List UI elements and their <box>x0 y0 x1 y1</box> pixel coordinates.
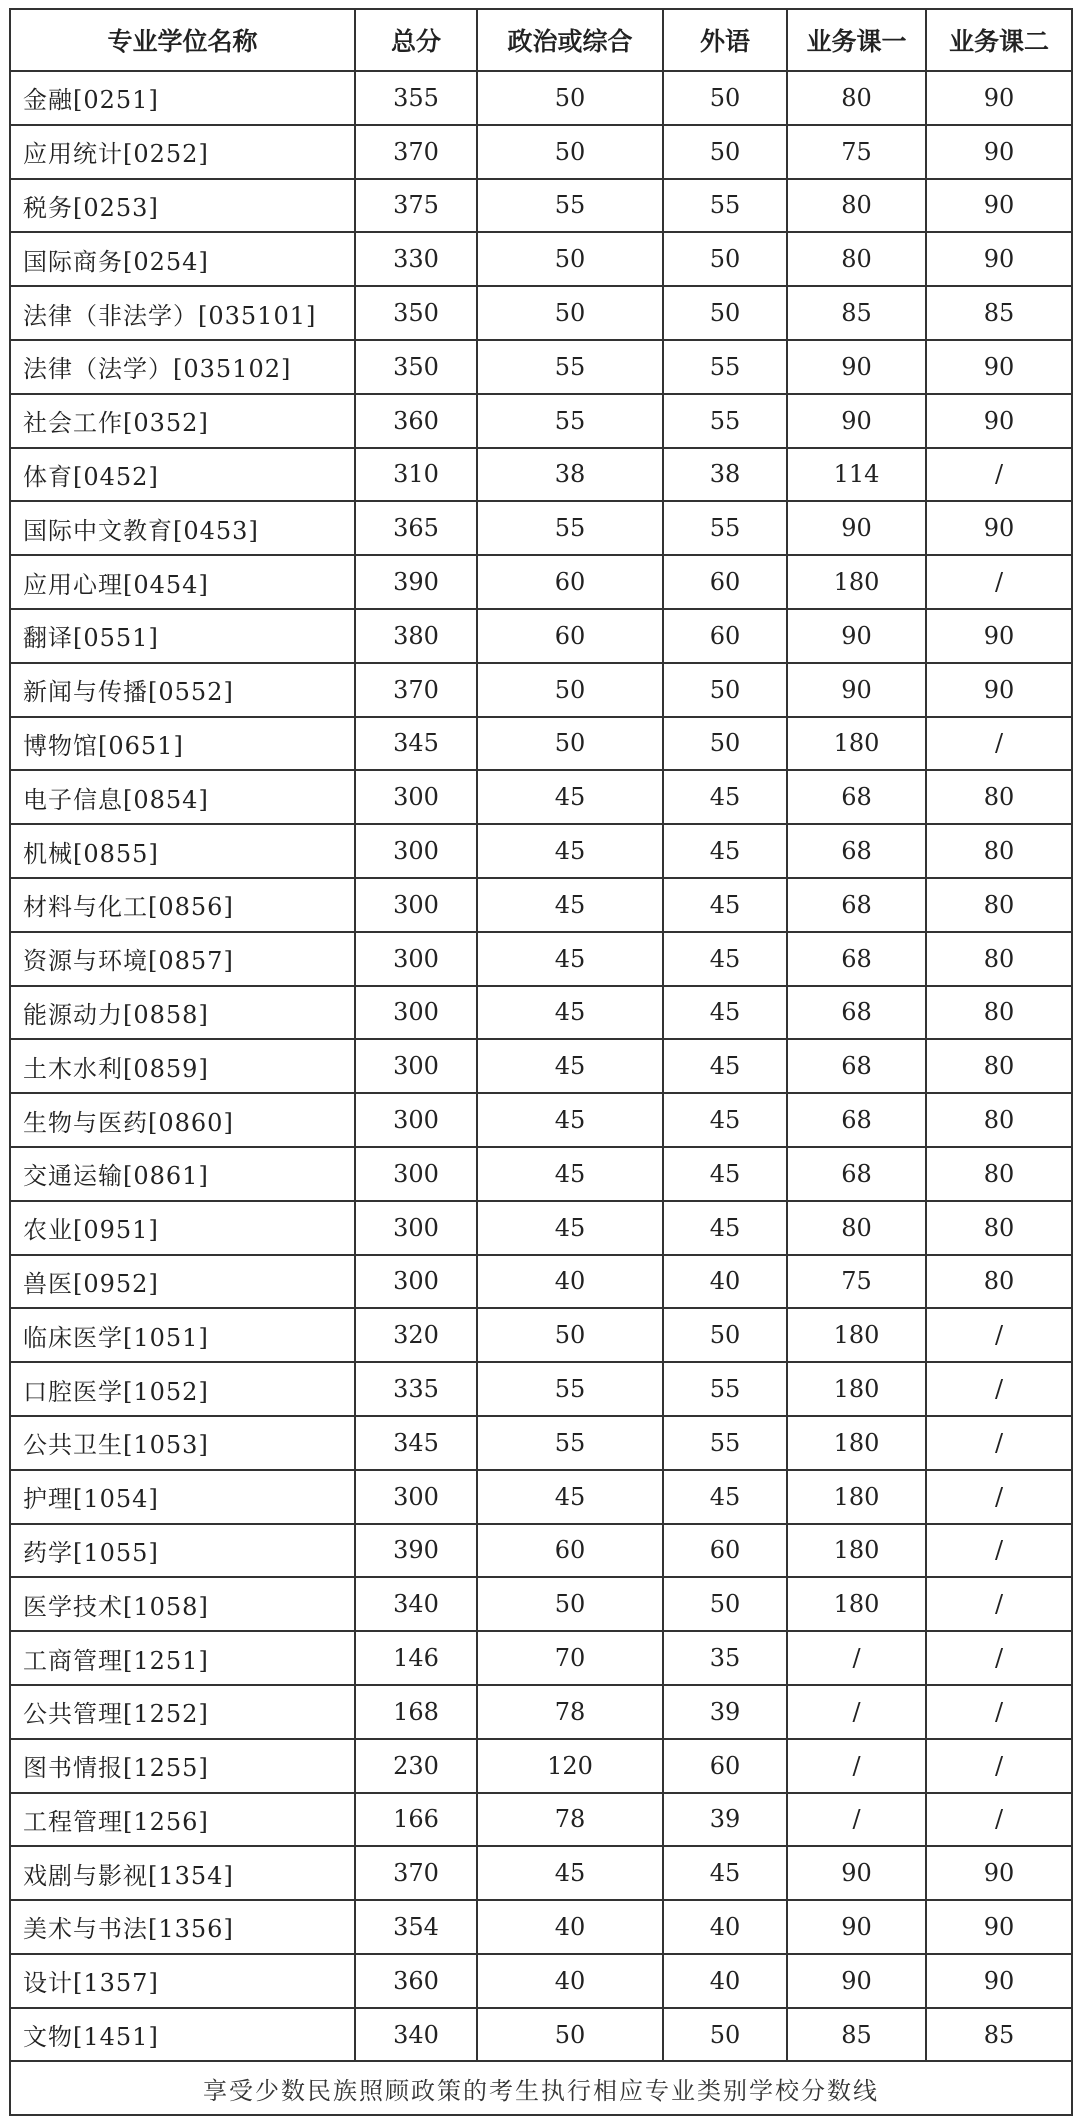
course-two-cell: 80 <box>926 878 1072 932</box>
total-cell: 365 <box>355 501 477 555</box>
politics-cell: 40 <box>477 1954 663 2008</box>
politics-cell: 50 <box>477 1308 663 1362</box>
politics-cell: 78 <box>477 1793 663 1847</box>
total-cell: 300 <box>355 1470 477 1524</box>
major-name-cell: 工程管理[1256] <box>10 1793 355 1847</box>
course-one-cell: 75 <box>787 1255 926 1309</box>
header-course-two: 业务课二 <box>926 9 1072 71</box>
course-one-cell: 180 <box>787 555 926 609</box>
total-cell: 310 <box>355 448 477 502</box>
table-row <box>10 394 1072 448</box>
course-one-cell: 80 <box>787 232 926 286</box>
total-cell: 335 <box>355 1362 477 1416</box>
major-name-cell: 临床医学[1051] <box>10 1308 355 1362</box>
politics-cell: 50 <box>477 717 663 771</box>
table-row <box>10 824 1072 878</box>
politics-cell: 55 <box>477 179 663 233</box>
table-row <box>10 986 1072 1040</box>
table-row <box>10 717 1072 771</box>
total-cell: 330 <box>355 232 477 286</box>
total-cell: 320 <box>355 1308 477 1362</box>
total-cell: 300 <box>355 1093 477 1147</box>
foreign-language-cell: 50 <box>663 1308 787 1362</box>
foreign-language-cell: 50 <box>663 1577 787 1631</box>
politics-cell: 50 <box>477 663 663 717</box>
table-row <box>10 878 1072 932</box>
course-two-cell: 90 <box>926 232 1072 286</box>
table-row <box>10 501 1072 555</box>
major-name-cell: 生物与医药[0860] <box>10 1093 355 1147</box>
course-two-cell: / <box>926 717 1072 771</box>
course-one-cell: 180 <box>787 1524 926 1578</box>
major-name-cell: 口腔医学[1052] <box>10 1362 355 1416</box>
total-cell: 350 <box>355 286 477 340</box>
major-name-cell: 交通运输[0861] <box>10 1147 355 1201</box>
major-name-cell: 戏剧与影视[1354] <box>10 1846 355 1900</box>
foreign-language-cell: 60 <box>663 609 787 663</box>
foreign-language-cell: 40 <box>663 1900 787 1954</box>
course-one-cell: 68 <box>787 1093 926 1147</box>
course-one-cell: / <box>787 1739 926 1793</box>
course-one-cell: 180 <box>787 1362 926 1416</box>
politics-cell: 60 <box>477 555 663 609</box>
table-row <box>10 340 1072 394</box>
foreign-language-cell: 39 <box>663 1685 787 1739</box>
major-name-cell: 金融[0251] <box>10 71 355 125</box>
politics-cell: 45 <box>477 770 663 824</box>
total-cell: 370 <box>355 125 477 179</box>
table-row <box>10 286 1072 340</box>
course-one-cell: 180 <box>787 717 926 771</box>
foreign-language-cell: 45 <box>663 1846 787 1900</box>
politics-cell: 45 <box>477 878 663 932</box>
total-cell: 300 <box>355 770 477 824</box>
course-one-cell: 180 <box>787 1577 926 1631</box>
course-two-cell: 80 <box>926 1093 1072 1147</box>
course-two-cell: 80 <box>926 932 1072 986</box>
total-cell: 380 <box>355 609 477 663</box>
major-name-cell: 税务[0253] <box>10 179 355 233</box>
course-two-cell: 80 <box>926 770 1072 824</box>
course-two-cell: / <box>926 1362 1072 1416</box>
total-cell: 345 <box>355 1416 477 1470</box>
major-name-cell: 医学技术[1058] <box>10 1577 355 1631</box>
course-one-cell: 90 <box>787 663 926 717</box>
course-two-cell: 80 <box>926 824 1072 878</box>
total-cell: 300 <box>355 1255 477 1309</box>
politics-cell: 45 <box>477 1846 663 1900</box>
table-row <box>10 71 1072 125</box>
course-one-cell: / <box>787 1685 926 1739</box>
politics-cell: 120 <box>477 1739 663 1793</box>
course-one-cell: 180 <box>787 1308 926 1362</box>
total-cell: 350 <box>355 340 477 394</box>
major-name-cell: 法律（法学）[035102] <box>10 340 355 394</box>
course-two-cell: 90 <box>926 1900 1072 1954</box>
table-row <box>10 232 1072 286</box>
foreign-language-cell: 55 <box>663 179 787 233</box>
politics-cell: 45 <box>477 1147 663 1201</box>
foreign-language-cell: 45 <box>663 770 787 824</box>
total-cell: 300 <box>355 1039 477 1093</box>
table-body <box>10 71 1072 2061</box>
course-one-cell: 90 <box>787 1846 926 1900</box>
table-row <box>10 1846 1072 1900</box>
politics-cell: 45 <box>477 1201 663 1255</box>
foreign-language-cell: 45 <box>663 1470 787 1524</box>
course-two-cell: / <box>926 1470 1072 1524</box>
course-two-cell: 90 <box>926 501 1072 555</box>
politics-cell: 50 <box>477 286 663 340</box>
major-name-cell: 电子信息[0854] <box>10 770 355 824</box>
foreign-language-cell: 55 <box>663 1362 787 1416</box>
politics-cell: 55 <box>477 1416 663 1470</box>
total-cell: 146 <box>355 1631 477 1685</box>
foreign-language-cell: 35 <box>663 1631 787 1685</box>
foreign-language-cell: 45 <box>663 1093 787 1147</box>
major-name-cell: 工商管理[1251] <box>10 1631 355 1685</box>
table-row <box>10 125 1072 179</box>
total-cell: 300 <box>355 878 477 932</box>
course-two-cell: / <box>926 1631 1072 1685</box>
total-cell: 390 <box>355 555 477 609</box>
table-row <box>10 609 1072 663</box>
table-row <box>10 1685 1072 1739</box>
course-two-cell: 90 <box>926 125 1072 179</box>
course-two-cell: 80 <box>926 1255 1072 1309</box>
foreign-language-cell: 50 <box>663 232 787 286</box>
politics-cell: 55 <box>477 1362 663 1416</box>
major-name-cell: 机械[0855] <box>10 824 355 878</box>
course-one-cell: 114 <box>787 448 926 502</box>
table-row <box>10 770 1072 824</box>
total-cell: 340 <box>355 2008 477 2062</box>
major-name-cell: 国际中文教育[0453] <box>10 501 355 555</box>
course-two-cell: 90 <box>926 1954 1072 2008</box>
table-row <box>10 1201 1072 1255</box>
table-row <box>10 1739 1072 1793</box>
course-two-cell: / <box>926 448 1072 502</box>
total-cell: 354 <box>355 1900 477 1954</box>
foreign-language-cell: 38 <box>663 448 787 502</box>
total-cell: 360 <box>355 1954 477 2008</box>
politics-cell: 50 <box>477 71 663 125</box>
course-one-cell: 80 <box>787 71 926 125</box>
major-name-cell: 法律（非法学）[035101] <box>10 286 355 340</box>
table-row <box>10 1900 1072 1954</box>
major-name-cell: 设计[1357] <box>10 1954 355 2008</box>
major-name-cell: 兽医[0952] <box>10 1255 355 1309</box>
table-row <box>10 1039 1072 1093</box>
foreign-language-cell: 45 <box>663 932 787 986</box>
foreign-language-cell: 60 <box>663 1524 787 1578</box>
total-cell: 300 <box>355 1201 477 1255</box>
politics-cell: 78 <box>477 1685 663 1739</box>
total-cell: 168 <box>355 1685 477 1739</box>
table-row <box>10 555 1072 609</box>
course-one-cell: 90 <box>787 340 926 394</box>
foreign-language-cell: 50 <box>663 663 787 717</box>
course-one-cell: 68 <box>787 986 926 1040</box>
politics-cell: 38 <box>477 448 663 502</box>
politics-cell: 50 <box>477 232 663 286</box>
total-cell: 370 <box>355 663 477 717</box>
table-row <box>10 448 1072 502</box>
course-one-cell: 80 <box>787 179 926 233</box>
course-one-cell: 68 <box>787 770 926 824</box>
course-one-cell: 85 <box>787 2008 926 2062</box>
foreign-language-cell: 45 <box>663 986 787 1040</box>
course-one-cell: / <box>787 1631 926 1685</box>
major-name-cell: 美术与书法[1356] <box>10 1900 355 1954</box>
foreign-language-cell: 40 <box>663 1255 787 1309</box>
course-two-cell: / <box>926 1577 1072 1631</box>
course-one-cell: 90 <box>787 394 926 448</box>
politics-cell: 70 <box>477 1631 663 1685</box>
table-row <box>10 932 1072 986</box>
total-cell: 300 <box>355 986 477 1040</box>
politics-cell: 50 <box>477 1577 663 1631</box>
course-two-cell: / <box>926 1685 1072 1739</box>
foreign-language-cell: 45 <box>663 1039 787 1093</box>
major-name-cell: 能源动力[0858] <box>10 986 355 1040</box>
major-name-cell: 应用心理[0454] <box>10 555 355 609</box>
table-row <box>10 2008 1072 2062</box>
course-one-cell: 90 <box>787 609 926 663</box>
foreign-language-cell: 60 <box>663 555 787 609</box>
politics-cell: 45 <box>477 1470 663 1524</box>
foreign-language-cell: 50 <box>663 2008 787 2062</box>
foreign-language-cell: 45 <box>663 878 787 932</box>
major-name-cell: 资源与环境[0857] <box>10 932 355 986</box>
table-row <box>10 1362 1072 1416</box>
total-cell: 166 <box>355 1793 477 1847</box>
politics-cell: 50 <box>477 2008 663 2062</box>
politics-cell: 45 <box>477 1039 663 1093</box>
course-two-cell: 80 <box>926 1201 1072 1255</box>
politics-cell: 50 <box>477 125 663 179</box>
total-cell: 300 <box>355 1147 477 1201</box>
major-name-cell: 应用统计[0252] <box>10 125 355 179</box>
foreign-language-cell: 55 <box>663 501 787 555</box>
course-two-cell: 90 <box>926 71 1072 125</box>
foreign-language-cell: 39 <box>663 1793 787 1847</box>
course-two-cell: 80 <box>926 1147 1072 1201</box>
major-name-cell: 护理[1054] <box>10 1470 355 1524</box>
course-one-cell: 85 <box>787 286 926 340</box>
major-name-cell: 土木水利[0859] <box>10 1039 355 1093</box>
header-course-one: 业务课一 <box>787 9 926 71</box>
table-row <box>10 1524 1072 1578</box>
total-cell: 360 <box>355 394 477 448</box>
major-name-cell: 翻译[0551] <box>10 609 355 663</box>
total-cell: 375 <box>355 179 477 233</box>
total-cell: 390 <box>355 1524 477 1578</box>
major-name-cell: 药学[1055] <box>10 1524 355 1578</box>
header-total: 总分 <box>355 9 477 71</box>
politics-cell: 60 <box>477 1524 663 1578</box>
table-row <box>10 1093 1072 1147</box>
course-one-cell: 90 <box>787 1900 926 1954</box>
score-line-table <box>9 8 1073 2116</box>
politics-cell: 40 <box>477 1900 663 1954</box>
course-one-cell: 180 <box>787 1416 926 1470</box>
course-two-cell: / <box>926 1308 1072 1362</box>
major-name-cell: 新闻与传播[0552] <box>10 663 355 717</box>
major-name-cell: 社会工作[0352] <box>10 394 355 448</box>
course-two-cell: 90 <box>926 663 1072 717</box>
header-major-name: 专业学位名称 <box>10 9 355 71</box>
table-row <box>10 1793 1072 1847</box>
course-two-cell: 90 <box>926 1846 1072 1900</box>
course-two-cell: 90 <box>926 609 1072 663</box>
foreign-language-cell: 50 <box>663 125 787 179</box>
course-one-cell: 68 <box>787 1039 926 1093</box>
major-name-cell: 公共管理[1252] <box>10 1685 355 1739</box>
course-two-cell: 90 <box>926 340 1072 394</box>
major-name-cell: 博物馆[0651] <box>10 717 355 771</box>
major-name-cell: 公共卫生[1053] <box>10 1416 355 1470</box>
course-two-cell: / <box>926 1739 1072 1793</box>
politics-cell: 45 <box>477 986 663 1040</box>
course-two-cell: 80 <box>926 986 1072 1040</box>
politics-cell: 55 <box>477 394 663 448</box>
course-two-cell: 90 <box>926 394 1072 448</box>
course-one-cell: 75 <box>787 125 926 179</box>
course-one-cell: 90 <box>787 501 926 555</box>
course-two-cell: 85 <box>926 286 1072 340</box>
course-two-cell: 90 <box>926 179 1072 233</box>
course-one-cell: 90 <box>787 1954 926 2008</box>
course-one-cell: 68 <box>787 824 926 878</box>
table-row <box>10 1147 1072 1201</box>
footnote-row <box>10 2061 1072 2115</box>
course-two-cell: 85 <box>926 2008 1072 2062</box>
politics-cell: 45 <box>477 932 663 986</box>
foreign-language-cell: 40 <box>663 1954 787 2008</box>
table-row <box>10 663 1072 717</box>
politics-cell: 60 <box>477 609 663 663</box>
course-one-cell: 68 <box>787 1147 926 1201</box>
foreign-language-cell: 60 <box>663 1739 787 1793</box>
header-foreign-language: 外语 <box>663 9 787 71</box>
table-row <box>10 179 1072 233</box>
politics-cell: 45 <box>477 824 663 878</box>
foreign-language-cell: 55 <box>663 1416 787 1470</box>
major-name-cell: 材料与化工[0856] <box>10 878 355 932</box>
table-row <box>10 1308 1072 1362</box>
politics-cell: 55 <box>477 340 663 394</box>
course-one-cell: 180 <box>787 1470 926 1524</box>
table-row <box>10 1255 1072 1309</box>
major-name-cell: 农业[0951] <box>10 1201 355 1255</box>
course-two-cell: 80 <box>926 1039 1072 1093</box>
politics-cell: 55 <box>477 501 663 555</box>
table-row <box>10 1416 1072 1470</box>
foreign-language-cell: 45 <box>663 824 787 878</box>
total-cell: 370 <box>355 1846 477 1900</box>
table-row <box>10 1631 1072 1685</box>
total-cell: 300 <box>355 824 477 878</box>
foreign-language-cell: 45 <box>663 1201 787 1255</box>
total-cell: 345 <box>355 717 477 771</box>
major-name-cell: 文物[1451] <box>10 2008 355 2062</box>
total-cell: 230 <box>355 1739 477 1793</box>
foreign-language-cell: 50 <box>663 286 787 340</box>
politics-cell: 45 <box>477 1093 663 1147</box>
total-cell: 340 <box>355 1577 477 1631</box>
header-row <box>10 9 1072 71</box>
course-one-cell: 68 <box>787 878 926 932</box>
course-two-cell: / <box>926 555 1072 609</box>
footnote: 享受少数民族照顾政策的考生执行相应专业类别学校分数线 <box>10 2061 1072 2115</box>
foreign-language-cell: 55 <box>663 340 787 394</box>
course-one-cell: / <box>787 1793 926 1847</box>
foreign-language-cell: 50 <box>663 71 787 125</box>
table-row <box>10 1470 1072 1524</box>
table-row <box>10 1577 1072 1631</box>
course-two-cell: / <box>926 1416 1072 1470</box>
course-two-cell: / <box>926 1524 1072 1578</box>
header-politics: 政治或综合 <box>477 9 663 71</box>
total-cell: 300 <box>355 932 477 986</box>
course-two-cell: / <box>926 1793 1072 1847</box>
major-name-cell: 体育[0452] <box>10 448 355 502</box>
foreign-language-cell: 45 <box>663 1147 787 1201</box>
course-one-cell: 80 <box>787 1201 926 1255</box>
politics-cell: 40 <box>477 1255 663 1309</box>
total-cell: 355 <box>355 71 477 125</box>
major-name-cell: 图书情报[1255] <box>10 1739 355 1793</box>
foreign-language-cell: 50 <box>663 717 787 771</box>
major-name-cell: 国际商务[0254] <box>10 232 355 286</box>
foreign-language-cell: 55 <box>663 394 787 448</box>
course-one-cell: 68 <box>787 932 926 986</box>
table-row <box>10 1954 1072 2008</box>
